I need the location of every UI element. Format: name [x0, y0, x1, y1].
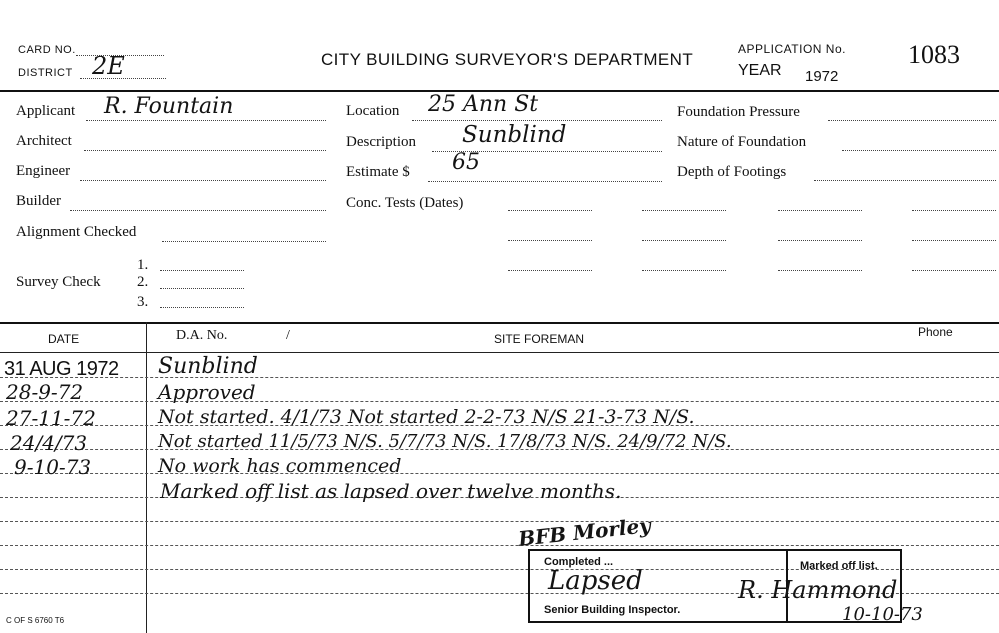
- nature-foundation-line: [842, 150, 996, 151]
- table-top-border: [0, 322, 999, 324]
- row-rule: [0, 473, 999, 474]
- conc-test-line: [778, 240, 862, 241]
- row-rule: [0, 545, 999, 546]
- survey-check-1-line: [160, 270, 244, 271]
- stamp-inspector-label: Senior Building Inspector.: [544, 604, 681, 616]
- applicant-value: R. Fountain: [104, 94, 234, 119]
- builder-label: Builder: [16, 193, 61, 209]
- da-slash: /: [286, 328, 290, 343]
- phone-header: Phone: [918, 325, 953, 339]
- estimate-line: [428, 181, 662, 182]
- conc-test-line: [912, 210, 996, 211]
- table-row-entry: Not started 11/5/73 N/S. 5/7/73 N/S. 17/8/73 N/S. 24/9/72 N/S.: [158, 431, 732, 452]
- table-row-entry: Not started. 4/1/73 Not started 2-2-73 N/S 21-3-73 N/S.: [158, 406, 695, 428]
- application-no-label: APPLICATION No.: [738, 42, 846, 56]
- site-foreman-header: SITE FOREMAN: [494, 332, 585, 346]
- stamp-completed-signature: Lapsed: [548, 566, 643, 596]
- survey-check-label: Survey Check: [16, 274, 101, 290]
- nature-foundation-label: Nature of Foundation: [677, 134, 807, 150]
- conc-tests-label: Conc. Tests (Dates): [346, 195, 464, 211]
- survey-check-3: 3.: [137, 294, 149, 310]
- architect-label: Architect: [16, 133, 72, 149]
- conc-test-line: [912, 240, 996, 241]
- foundation-pressure-label: Foundation Pressure: [677, 104, 800, 120]
- stamp-marked-off-label: Marked off list.: [800, 560, 878, 572]
- stamp-marked-date: 10-10-73: [842, 604, 923, 625]
- conc-test-line: [912, 270, 996, 271]
- row-rule: [0, 521, 999, 522]
- estimate-label: Estimate $: [346, 164, 410, 180]
- description-label: Description: [346, 134, 416, 150]
- survey-check-3-line: [160, 307, 244, 308]
- table-row-date: 27-11-72: [6, 406, 96, 430]
- card-no-label: CARD NO.: [18, 44, 76, 56]
- survey-check-2: 2.: [137, 274, 149, 290]
- engineer-label: Engineer: [16, 163, 71, 179]
- table-row-date: 28-9-72: [6, 380, 84, 404]
- conc-test-line: [778, 270, 862, 271]
- conc-test-line: [508, 240, 592, 241]
- engineer-line: [80, 180, 326, 181]
- survey-check-1: 1.: [137, 257, 149, 273]
- builder-line: [70, 210, 326, 211]
- alignment-line: [162, 241, 326, 242]
- applicant-label: Applicant: [16, 103, 76, 119]
- table-row-date: 24/4/73: [10, 431, 88, 455]
- table-row-entry: Approved: [158, 380, 256, 404]
- location-label: Location: [346, 103, 400, 119]
- year-label: YEAR: [738, 62, 782, 79]
- location-value: 25 Ann St: [428, 92, 539, 117]
- survey-check-2-line: [160, 288, 244, 289]
- table-row-date: 9-10-73: [14, 455, 92, 479]
- date-header: DATE: [48, 332, 80, 346]
- estimate-value: 65: [452, 150, 480, 175]
- conc-test-line: [508, 210, 592, 211]
- stamp-completed-label: Completed ...: [544, 556, 614, 568]
- stamp-marked-signature: R. Hammond: [738, 576, 898, 604]
- location-line: [412, 120, 662, 121]
- conc-test-line: [778, 210, 862, 211]
- table-row-entry: Sunblind: [158, 354, 258, 379]
- da-header: D.A. No.: [176, 328, 228, 343]
- district-label: DISTRICT: [18, 67, 73, 79]
- applicant-line: [86, 120, 326, 121]
- depth-footings-line: [814, 180, 996, 181]
- conc-test-line: [642, 210, 726, 211]
- table-row-entry: No work has commenced: [158, 455, 402, 477]
- row-rule: [0, 401, 999, 402]
- conc-test-line: [642, 240, 726, 241]
- table-row-entry: Marked off list as lapsed over twelve months.: [160, 479, 622, 503]
- description-value: Sunblind: [462, 122, 567, 148]
- department-title: CITY BUILDING SURVEYOR'S DEPARTMENT: [321, 50, 694, 69]
- header-row-border: [0, 352, 999, 353]
- conc-test-line: [508, 270, 592, 271]
- foundation-pressure-line: [828, 120, 996, 121]
- form-code: C OF S 6760 T6: [6, 616, 65, 625]
- depth-footings-label: Depth of Footings: [677, 164, 787, 180]
- application-no-value: 1083: [908, 40, 960, 69]
- foreman-signature: BFB Morley: [517, 513, 652, 551]
- date-column-divider: [146, 322, 147, 633]
- table-row-date: 31 AUG 1972: [4, 358, 119, 380]
- alignment-label: Alignment Checked: [16, 224, 137, 240]
- architect-line: [84, 150, 326, 151]
- year-value: 1972: [805, 68, 839, 85]
- conc-test-line: [642, 270, 726, 271]
- district-value: 2E: [92, 52, 125, 80]
- row-rule: [0, 377, 999, 378]
